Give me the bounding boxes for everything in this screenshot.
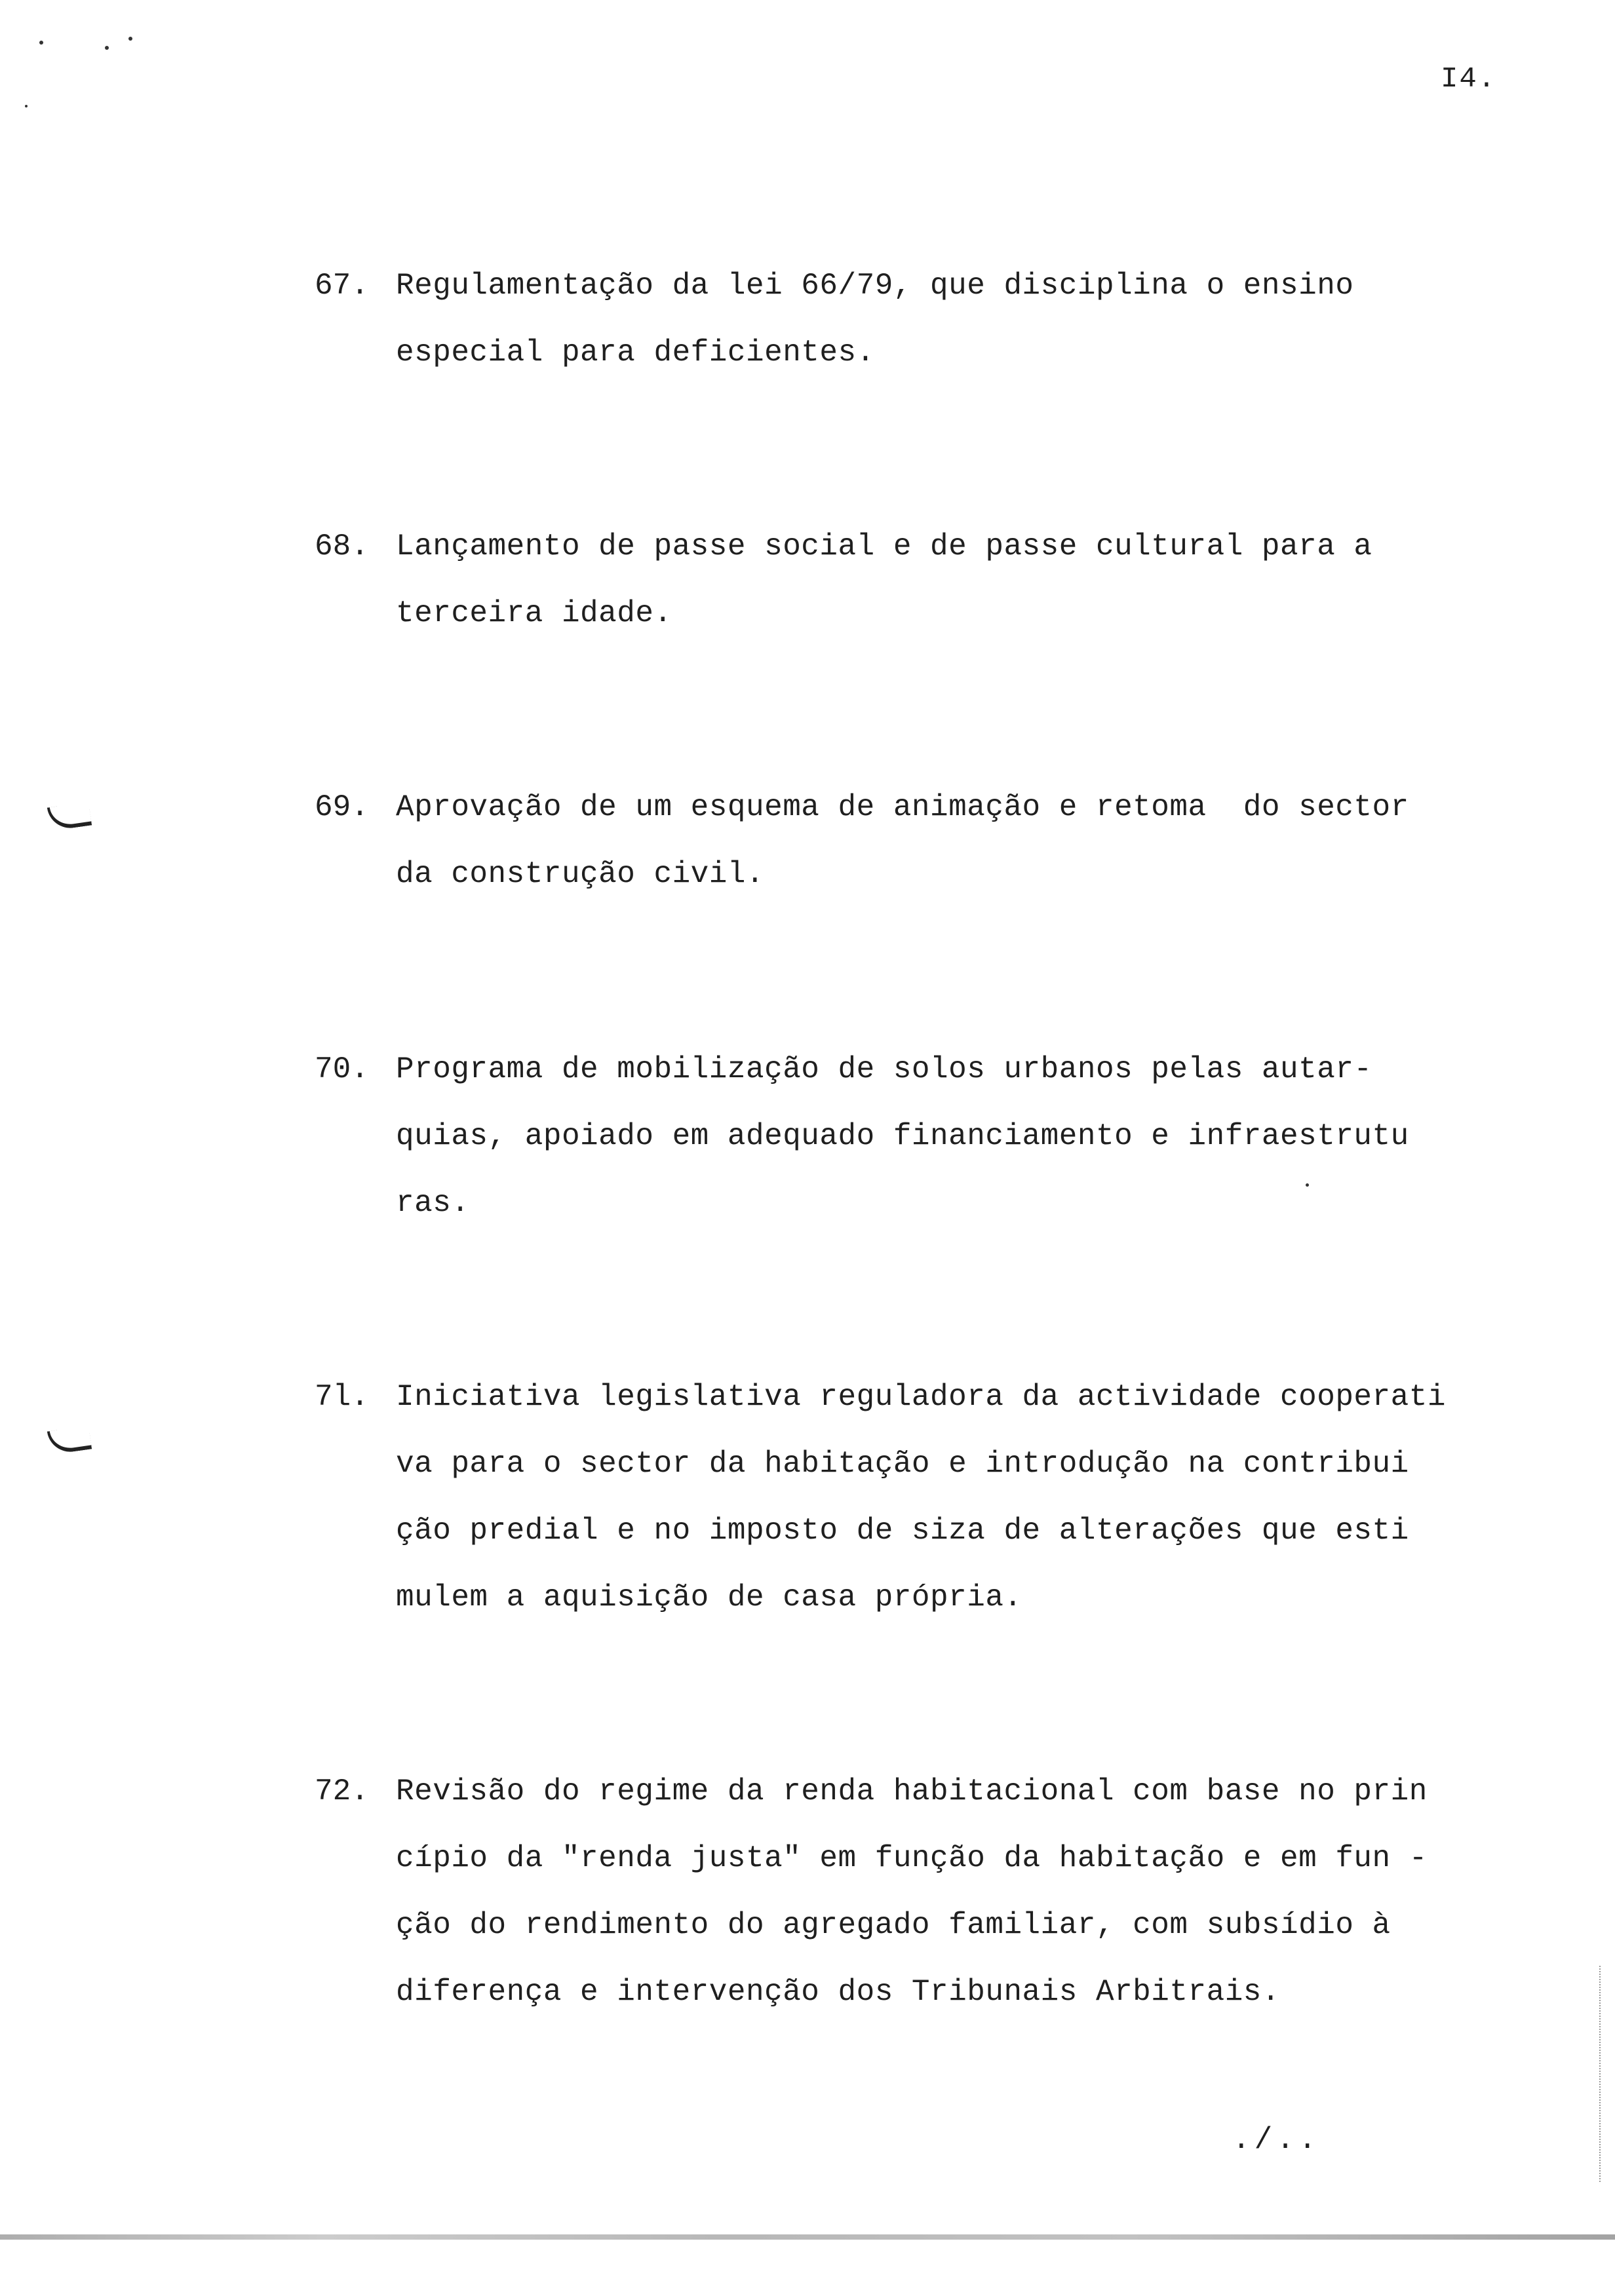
scan-speck (25, 105, 28, 107)
item-line: va para o sector da habitação e introdução na contribui (396, 1447, 1409, 1481)
item-line: ção do rendimento do agregado familiar, com subsídio à (396, 1908, 1391, 1942)
binding-hole-mark-upper (47, 802, 92, 832)
numbered-list (315, 252, 1527, 2025)
item-line: Programa de mobilização de solos urbanos pelas autar- (396, 1052, 1372, 1086)
list-item-67 (315, 252, 1527, 386)
list-item-71 (315, 1364, 1527, 1631)
item-line: ras. (396, 1186, 470, 1220)
scan-speck (1306, 1183, 1309, 1187)
scan-speck (105, 46, 109, 50)
item-line: ção predial e no imposto de siza de alterações que esti (396, 1514, 1409, 1548)
page-number: I4. (1441, 63, 1497, 96)
list-item-69 (315, 774, 1527, 908)
item-line: Lançamento de passe social e de passe cultural para a (396, 529, 1372, 564)
item-number: 69. (315, 790, 369, 824)
item-line: cípio da "renda justa" em função da habitação e em fun - (396, 1841, 1428, 1875)
continuation-mark: ./.. (1232, 2123, 1321, 2157)
item-line: quias, apoiado em adequado financiamento e infraestrutu (396, 1119, 1409, 1153)
item-line: Iniciativa legislativa reguladora da actividade cooperati (396, 1380, 1446, 1414)
item-number: 7l. (315, 1380, 369, 1414)
item-line: Aprovação de um esquema de animação e retoma do sector (396, 790, 1409, 824)
item-number: 70. (315, 1052, 369, 1086)
item-line: mulem a aquisição de casa própria. (396, 1580, 1022, 1615)
item-line: da construção civil. (396, 857, 765, 891)
list-item-70 (315, 1036, 1527, 1236)
item-line: especial para deficientes. (396, 335, 875, 370)
item-line: Regulamentação da lei 66/79, que disciplina o ensino (396, 269, 1354, 303)
binding-hole-mark-lower (47, 1426, 92, 1455)
item-number: 68. (315, 529, 369, 564)
scan-bottom-edge (0, 2234, 1615, 2240)
scan-speck (128, 37, 132, 41)
list-item-72 (315, 1758, 1527, 2025)
item-line: Revisão do regime da renda habitacional com base no prin (396, 1774, 1428, 1808)
scan-speck (39, 41, 43, 45)
item-line: diferença e intervenção dos Tribunais Arbitrais. (396, 1975, 1281, 2009)
item-number: 67. (315, 269, 369, 303)
scan-side-edge (1599, 1966, 1602, 2182)
list-item-68 (315, 513, 1527, 647)
item-line: terceira idade. (396, 596, 672, 630)
item-number: 72. (315, 1774, 369, 1808)
